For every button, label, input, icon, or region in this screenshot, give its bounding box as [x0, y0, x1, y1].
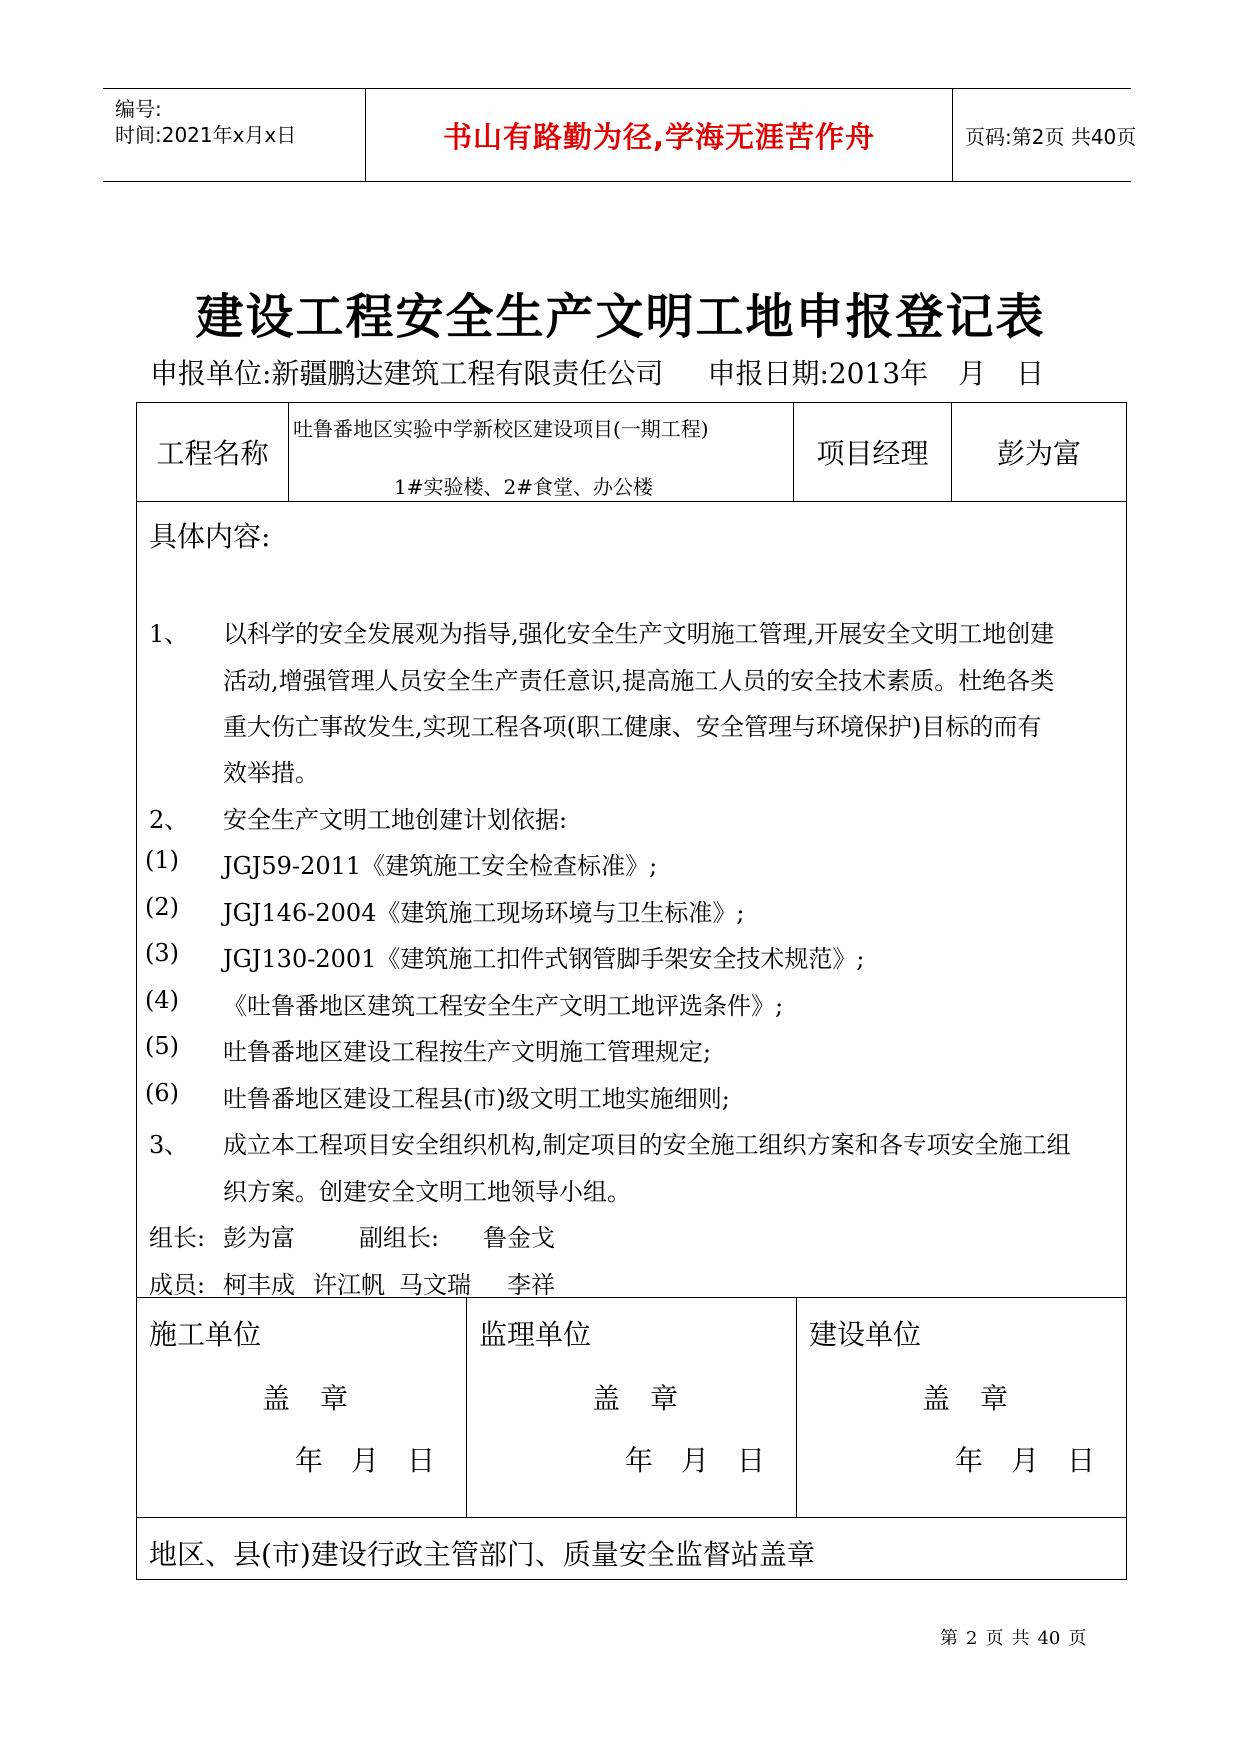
signature-date: 年 月 日 [955, 1444, 1096, 1477]
signature-row [137, 1297, 1126, 1518]
deputy-label: 副组长: [359, 1224, 440, 1252]
signature-date: 年 月 日 [295, 1444, 436, 1477]
member-name: 马文瑞 [399, 1271, 471, 1299]
page-footer: 第 2 页 共 40 页 [940, 1628, 1087, 1649]
project-name-line1: 吐鲁番地区实验中学新校区建设项目(一期工程) [293, 417, 709, 441]
item-text: 《吐鲁番地区建筑工程安全生产文明工地评选条件》; [223, 992, 784, 1020]
item-text: 吐鲁番地区建设工程县(市)级文明工地实施细则; [223, 1085, 730, 1113]
project-name-label: 工程名称 [137, 403, 289, 501]
seal-text: 盖 章 [262, 1382, 349, 1415]
leader-name: 彭为富 [223, 1224, 295, 1252]
item-number: 2、 [149, 806, 189, 834]
project-name-line2: 1#实验楼、2#食堂、办公楼 [394, 475, 653, 499]
project-name-cell [289, 403, 794, 501]
manager-name: 彭为富 [996, 437, 1081, 470]
content-heading: 具体内容: [149, 520, 271, 553]
item-number: (1) [145, 846, 179, 874]
apply-day: 日 [1016, 357, 1045, 390]
authority-seal-label: 地区、县(市)建设行政主管部门、质量安全监督站盖章 [149, 1538, 815, 1571]
item-number: (6) [145, 1079, 179, 1107]
item-text: 活动,增强管理人员安全生产责任意识,提高施工人员的安全技术素质。杜绝各类 [223, 667, 1055, 695]
member-name: 许江帆 [313, 1271, 385, 1299]
apply-line [150, 352, 1044, 392]
item-text: 效举措。 [223, 759, 319, 787]
manager-label: 项目经理 [794, 403, 952, 501]
item-number: 1、 [149, 620, 189, 648]
signature-unit: 监理单位 [479, 1318, 592, 1351]
page-title: 建设工程安全生产文明工地申报登记表 [195, 289, 1046, 345]
item-number: (3) [145, 939, 179, 967]
item-text: 安全生产文明工地创建计划依据: [223, 806, 568, 834]
seal-text: 盖 章 [922, 1382, 1009, 1415]
project-row [137, 403, 1126, 502]
item-number: (4) [145, 986, 179, 1014]
footer-page: 2 [966, 1628, 978, 1649]
content-section [137, 501, 1126, 1298]
item-text: 重大伤亡事故发生,实现工程各项(职工健康、安全管理与环境保护)目标的而有 [223, 713, 1042, 741]
page-header [103, 88, 1137, 182]
apply-date: 申报日期:2013年 [707, 357, 929, 390]
signature-date: 年 月 日 [625, 1444, 766, 1477]
header-meta-cell [103, 89, 366, 181]
registration-table [136, 402, 1127, 1580]
item-text: 以科学的安全发展观为指导,强化安全生产文明施工管理,开展安全文明工地创建 [223, 620, 1055, 648]
signature-cell-supervision [467, 1297, 797, 1517]
pager: 页码:第2页 共40页 [965, 124, 1137, 149]
deputy-name: 鲁金戈 [483, 1224, 555, 1252]
item-number: 3、 [149, 1131, 189, 1159]
item-text: 织方案。创建安全文明工地领导小组。 [223, 1178, 631, 1206]
leader-label: 组长: [149, 1224, 206, 1252]
footer-total: 40 [1037, 1628, 1061, 1649]
apply-unit: 申报单位:新疆鹏达建筑工程有限责任公司 [150, 357, 664, 390]
header-motto-cell [366, 89, 953, 181]
member-name: 柯丰成 [223, 1271, 295, 1299]
seal-text: 盖 章 [592, 1382, 679, 1415]
signature-cell-owner [797, 1297, 1126, 1517]
item-number: (5) [145, 1032, 179, 1060]
item-text: JGJ146-2004《建筑施工现场环境与卫生标准》; [223, 899, 745, 927]
item-text: JGJ59-2011《建筑施工安全检查标准》; [223, 852, 658, 880]
item-text: 成立本工程项目安全组织机构,制定项目的安全施工组织方案和各专项安全施工组 [223, 1131, 1071, 1159]
item-number: (2) [145, 893, 179, 921]
motto: 书山有路勤为径,学海无涯苦作舟 [442, 119, 876, 154]
apply-month: 月 [958, 357, 987, 390]
serial-label: 编号: [115, 97, 162, 121]
signature-cell-construction [137, 1297, 467, 1517]
item-text: 吐鲁番地区建设工程按生产文明施工管理规定; [223, 1038, 712, 1066]
signature-unit: 建设单位 [809, 1318, 922, 1351]
member-name: 李祥 [507, 1271, 555, 1299]
header-pager-cell [953, 89, 1137, 181]
item-text: JGJ130-2001《建筑施工扣件式钢管脚手架安全技术规范》; [223, 945, 865, 973]
time-label: 时间:2021年x月x日 [115, 123, 297, 147]
members-label: 成员: [149, 1271, 206, 1299]
signature-unit: 施工单位 [149, 1318, 262, 1351]
